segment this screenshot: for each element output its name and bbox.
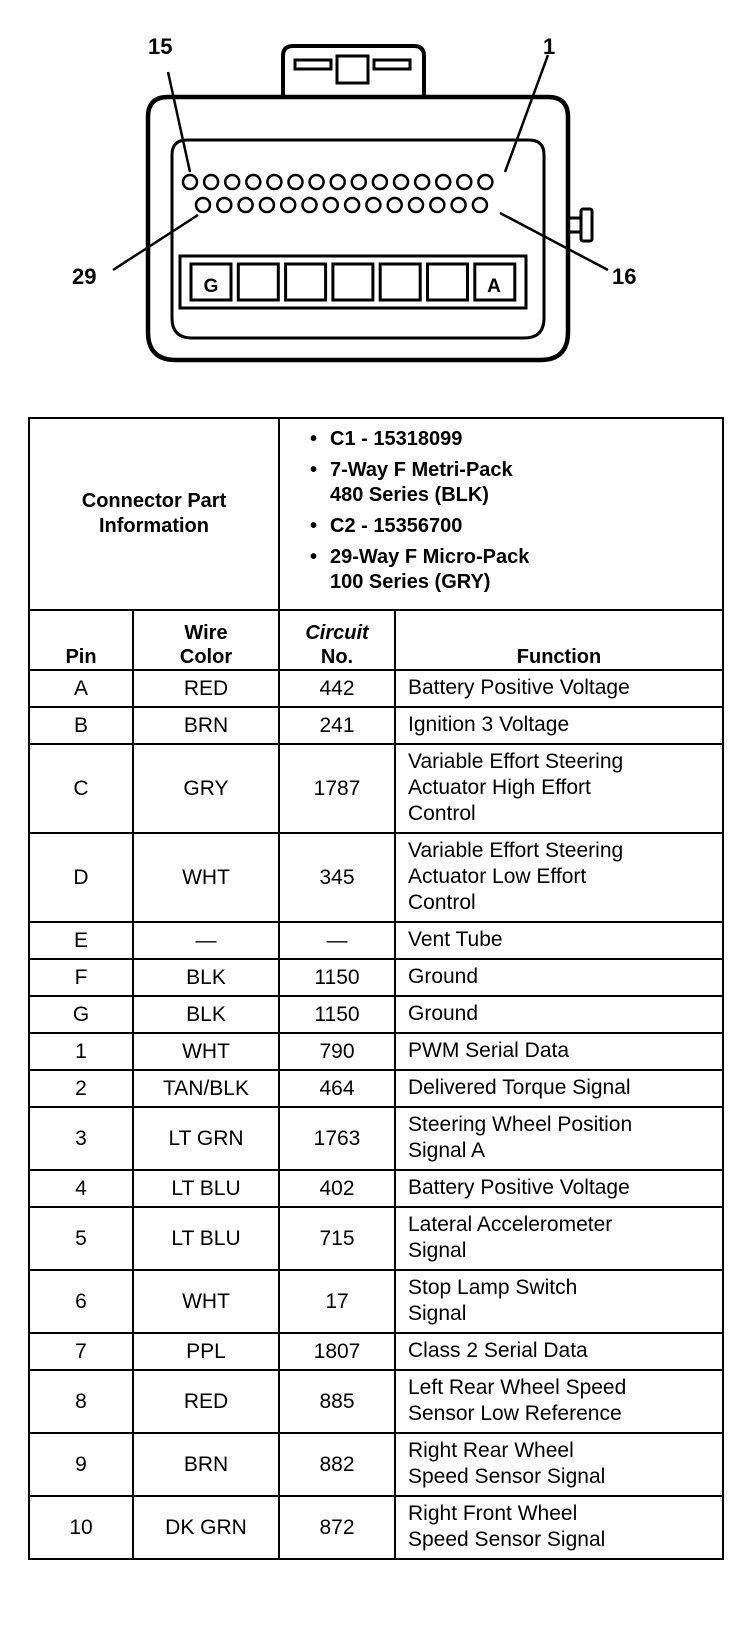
pin-hole — [246, 175, 260, 189]
pin-hole — [324, 198, 338, 212]
connector-info-item — [310, 514, 718, 539]
pin-cell: 5 — [29, 1207, 133, 1270]
function-cell — [395, 1333, 723, 1370]
callout-15: 15 — [148, 34, 173, 59]
circuit-cell: 1787 — [279, 744, 395, 833]
pin-hole — [183, 175, 197, 189]
connector-info-item — [310, 545, 718, 595]
function-line: Ground — [408, 965, 479, 988]
connector-info-item — [310, 427, 718, 452]
pin-hole — [281, 198, 295, 212]
table-row — [29, 1433, 723, 1496]
pin-cell: 9 — [29, 1433, 133, 1496]
circuit-cell: 1150 — [279, 959, 395, 996]
table-row — [29, 996, 723, 1033]
function-cell — [395, 922, 723, 959]
function-line: Steering Wheel Position — [408, 1113, 633, 1136]
pin-cell: 1 — [29, 1033, 133, 1070]
circuit-cell: 1150 — [279, 996, 395, 1033]
function-line: Stop Lamp Switch — [408, 1276, 578, 1299]
function-line: Ground — [408, 1002, 479, 1025]
circuit-cell: — — [279, 922, 395, 959]
table-row — [29, 744, 723, 833]
function-line: Signal A — [408, 1139, 486, 1162]
pin-cell: 4 — [29, 1170, 133, 1207]
connector-info-list — [279, 418, 723, 610]
function-line: Control — [408, 802, 476, 825]
pin-cell: 2 — [29, 1070, 133, 1107]
circuit-cell: 464 — [279, 1070, 395, 1107]
function-cell — [395, 1207, 723, 1270]
pin-row-top — [183, 175, 492, 189]
callout-16: 16 — [612, 264, 637, 289]
pin-hole — [303, 198, 317, 212]
pin-cell: 3 — [29, 1107, 133, 1170]
pin-cell: D — [29, 833, 133, 922]
connector-latch — [283, 46, 424, 95]
pin-hole — [473, 198, 487, 212]
pin-cell: A — [29, 670, 133, 707]
pinout-table — [28, 417, 724, 1560]
function-cell — [395, 1070, 723, 1107]
function-line: Actuator Low Effort — [408, 865, 587, 888]
cavity-label-g: G — [203, 276, 219, 297]
table-row — [29, 1170, 723, 1207]
pin-cell: B — [29, 707, 133, 744]
leader-line-1 — [505, 55, 548, 172]
pin-cell: F — [29, 959, 133, 996]
large-cavity — [286, 264, 326, 300]
function-line: Variable Effort Steering — [408, 750, 624, 773]
function-line: Right Rear Wheel — [408, 1439, 574, 1462]
pin-hole — [204, 175, 218, 189]
function-cell — [395, 1033, 723, 1070]
function-line: Signal — [408, 1239, 467, 1262]
connector-info-text: • C2 - 15356700 — [330, 515, 463, 537]
pin-hole — [260, 198, 274, 212]
large-cavity — [428, 264, 468, 300]
pin-cell: G — [29, 996, 133, 1033]
function-cell — [395, 959, 723, 996]
circuit-cell: 885 — [279, 1370, 395, 1433]
function-line: Right Front Wheel — [408, 1502, 578, 1525]
cavity-label-a: A — [487, 276, 501, 297]
wire-color-cell: WHT — [133, 833, 279, 922]
function-line: PWM Serial Data — [408, 1039, 570, 1062]
header-wire-color: Wire Color — [133, 610, 279, 670]
wire-color-cell: BRN — [133, 707, 279, 744]
table-row — [29, 833, 723, 922]
pin-row-bottom — [196, 198, 487, 212]
table-row — [29, 1207, 723, 1270]
wire-color-cell: LT BLU — [133, 1170, 279, 1207]
table-row — [29, 1496, 723, 1559]
function-cell — [395, 1496, 723, 1559]
pin-hole — [394, 175, 408, 189]
wire-color-cell: TAN/BLK — [133, 1070, 279, 1107]
wire-color-cell: RED — [133, 670, 279, 707]
function-line: Variable Effort Steering — [408, 839, 624, 862]
circuit-cell: 442 — [279, 670, 395, 707]
connector-body — [148, 97, 568, 360]
connector-info-title — [29, 418, 279, 610]
pin-hole — [415, 175, 429, 189]
function-cell — [395, 707, 723, 744]
connector-info-text: 100 Series (GRY) — [330, 571, 491, 593]
connector-side-tab — [568, 209, 592, 241]
pin-cell: 8 — [29, 1370, 133, 1433]
header-pin: Pin — [29, 610, 133, 670]
function-line: Class 2 Serial Data — [408, 1339, 588, 1362]
pin-hole — [310, 175, 324, 189]
wire-color-cell: BLK — [133, 996, 279, 1033]
function-line: Left Rear Wheel Speed — [408, 1376, 627, 1399]
function-line: Ignition 3 Voltage — [408, 713, 570, 736]
function-cell — [395, 744, 723, 833]
header-circuit-no: Circuit No. — [279, 610, 395, 670]
wire-color-cell: BRN — [133, 1433, 279, 1496]
pin-cell: 10 — [29, 1496, 133, 1559]
pin-hole — [478, 175, 492, 189]
table-row — [29, 1033, 723, 1070]
pin-hole — [267, 175, 281, 189]
callout-29: 29 — [72, 264, 97, 289]
pin-cell: C — [29, 744, 133, 833]
function-line: Speed Sensor Signal — [408, 1528, 606, 1551]
pin-hole — [345, 198, 359, 212]
leader-line-29 — [113, 215, 198, 270]
connector-face-diagram — [0, 0, 752, 400]
table-row — [29, 1270, 723, 1333]
function-cell — [395, 1370, 723, 1433]
pin-hole — [352, 175, 366, 189]
circuit-cell: 790 — [279, 1033, 395, 1070]
wire-color-cell: GRY — [133, 744, 279, 833]
pin-hole — [436, 175, 450, 189]
circuit-cell: 872 — [279, 1496, 395, 1559]
table-row — [29, 959, 723, 996]
pin-hole — [225, 175, 239, 189]
header-function: Function — [395, 610, 723, 670]
wire-color-cell: LT BLU — [133, 1207, 279, 1270]
connector-info-item — [310, 458, 718, 508]
pin-hole — [452, 198, 466, 212]
circuit-cell: 17 — [279, 1270, 395, 1333]
pin-hole — [409, 198, 423, 212]
connector-info-title-line1: Connector Part — [81, 490, 227, 512]
pin-cell: 7 — [29, 1333, 133, 1370]
table-row — [29, 1333, 723, 1370]
pin-hole — [239, 198, 253, 212]
function-line: Lateral Accelerometer — [408, 1213, 613, 1236]
circuit-cell: 715 — [279, 1207, 395, 1270]
circuit-cell: 241 — [279, 707, 395, 744]
pin-hole — [289, 175, 303, 189]
circuit-cell: 345 — [279, 833, 395, 922]
function-line: Control — [408, 891, 476, 914]
wire-color-cell: LT GRN — [133, 1107, 279, 1170]
function-line: Vent Tube — [408, 928, 503, 951]
function-line: Delivered Torque Signal — [408, 1076, 631, 1099]
function-line: Battery Positive Voltage — [408, 1176, 630, 1199]
function-line: Battery Positive Voltage — [408, 676, 630, 699]
connector-info-row — [29, 418, 723, 610]
wire-color-cell: RED — [133, 1370, 279, 1433]
pin-hole — [366, 198, 380, 212]
function-line: Speed Sensor Signal — [408, 1465, 606, 1488]
function-cell — [395, 996, 723, 1033]
table-row — [29, 1107, 723, 1170]
function-cell — [395, 1107, 723, 1170]
table-row — [29, 922, 723, 959]
connector-info-title-line2: Information — [99, 515, 209, 537]
function-line: Actuator High Effort — [408, 776, 591, 799]
pin-hole — [430, 198, 444, 212]
pin-hole — [457, 175, 471, 189]
pin-hole — [196, 198, 210, 212]
circuit-cell: 402 — [279, 1170, 395, 1207]
wire-color-cell: WHT — [133, 1270, 279, 1333]
wire-color-cell: PPL — [133, 1333, 279, 1370]
function-cell — [395, 1270, 723, 1333]
function-cell — [395, 1433, 723, 1496]
large-cavity — [380, 264, 420, 300]
function-cell — [395, 1170, 723, 1207]
function-line: Sensor Low Reference — [408, 1402, 622, 1425]
connector-info-text: • 7-Way F Metri-Pack — [330, 459, 513, 481]
table-row — [29, 707, 723, 744]
table-header-row — [29, 610, 723, 670]
pin-cell: 6 — [29, 1270, 133, 1333]
pin-hole — [388, 198, 402, 212]
function-cell — [395, 833, 723, 922]
wire-color-cell: — — [133, 922, 279, 959]
connector-info-text: • 29-Way F Micro-Pack — [330, 546, 530, 568]
wire-color-cell: WHT — [133, 1033, 279, 1070]
pin-hole — [373, 175, 387, 189]
table-row — [29, 1070, 723, 1107]
table-row — [29, 1370, 723, 1433]
circuit-cell: 1807 — [279, 1333, 395, 1370]
pin-cell: E — [29, 922, 133, 959]
pin-hole — [331, 175, 345, 189]
circuit-cell: 1763 — [279, 1107, 395, 1170]
function-cell — [395, 670, 723, 707]
connector-info-text: 480 Series (BLK) — [330, 484, 489, 506]
table-row — [29, 670, 723, 707]
function-line: Signal — [408, 1302, 467, 1325]
large-cavity-row — [191, 264, 515, 300]
pin-hole — [217, 198, 231, 212]
callout-1: 1 — [543, 34, 556, 59]
large-cavity — [238, 264, 278, 300]
circuit-cell: 882 — [279, 1433, 395, 1496]
wire-color-cell: DK GRN — [133, 1496, 279, 1559]
large-cavity — [333, 264, 373, 300]
wire-color-cell: BLK — [133, 959, 279, 996]
connector-info-text: • C1 - 15318099 — [330, 428, 463, 450]
